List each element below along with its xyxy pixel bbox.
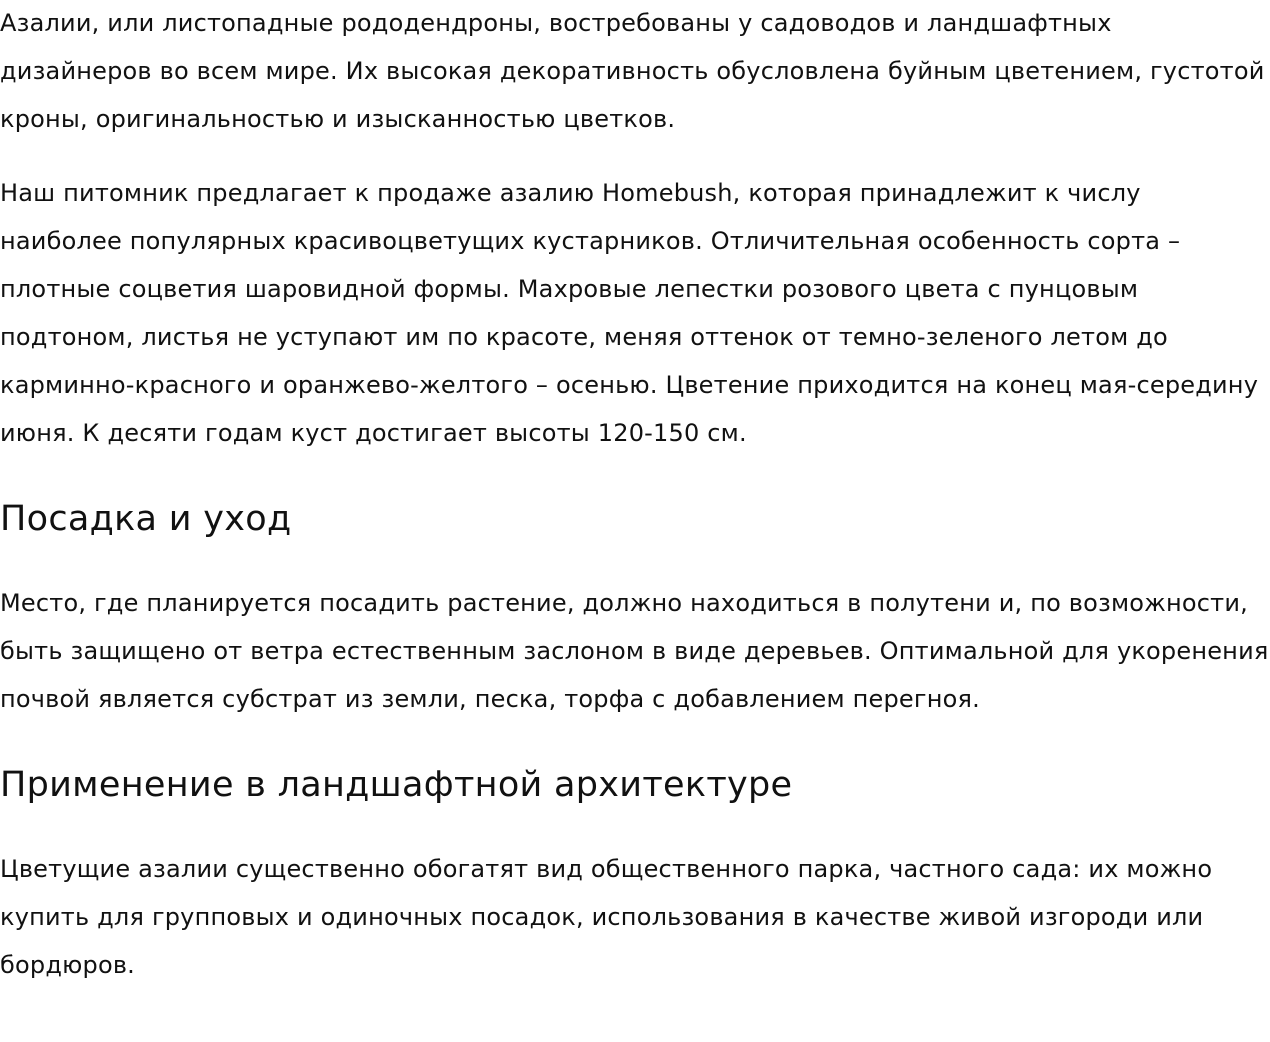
section-heading-landscape: Применение в ландшафтной архитектуре: [0, 765, 793, 805]
intro-paragraph-2: Наш питомник предлагает к продаже азалию Homebush, которая принадлежит к числу наиболее популярных красивоцветущих кустарников. Отличительная особенность сорта – плотные соцветия шаровидной формы. Махровые лепестки розового цвета с пунцовым подтоном, листья не уступают им по красоте, меняя оттенок от темно-зеленого летом до карминно-красного и оранжево-желтого – осенью. Цветение приходится на конец мая-середину июня. К десяти годам куст достигает высоты 120-150 см.: [0, 179, 1259, 447]
section-paragraph-planting: Место, где планируется посадить растение, должно находиться в полутени и, по возможности, быть защищено от ветра естественным заслоном в виде деревьев. Оптимальной для укоренения почвой является субстрат из земли, песка, торфа с добавлением перегноя.: [0, 589, 1269, 713]
section-heading-planting: Посадка и уход: [0, 499, 292, 539]
section-paragraph-landscape: Цветущие азалии существенно обогатят вид общественного парка, частного сада: их можно купить для групповых и одиночных посадок, использования в качестве живой изгороди или бордюров.: [0, 855, 1213, 979]
intro-paragraph-1: Азалии, или листопадные рододендроны, востребованы у садоводов и ландшафтных дизайнеров во всем мире. Их высокая декоративность обусловлена буйным цветением, густотой кроны, оригинальностью и изысканностью цветков.: [0, 9, 1265, 133]
